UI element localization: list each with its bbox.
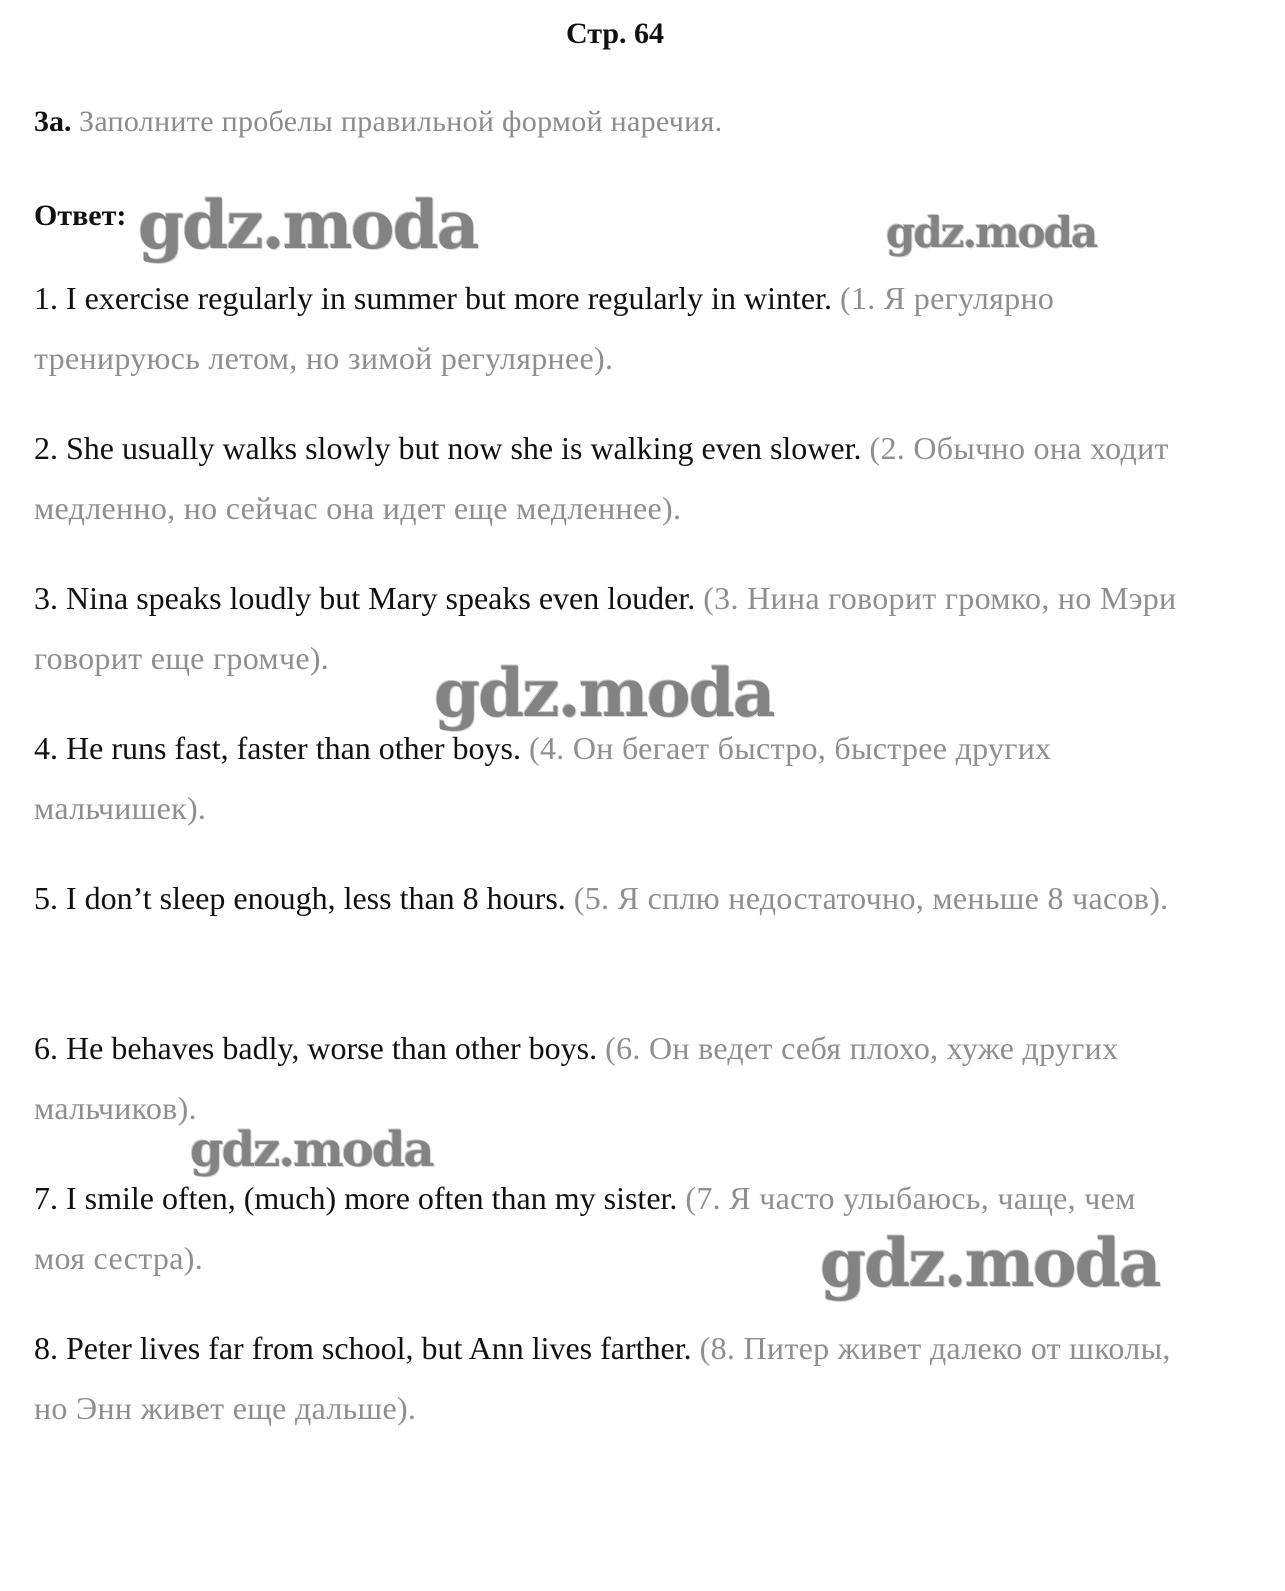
answer-english: 8. Peter lives far from school, but Ann lives farther. [34,1330,692,1366]
answer-english: 5. I don’t sleep enough, less than 8 hours. [34,880,566,916]
answer-english: 7. I smile often, (much) more often than my sister. [34,1180,678,1216]
answer-translation: (5. Я сплю недостаточно, меньше 8 часов). [573,880,1169,916]
answer-translation: (1. Я регулярно тренируюсь летом, но зимой регулярнее). [34,280,1055,376]
watermark: gdz.moda [886,208,1097,257]
answer-item [34,268,1194,418]
watermark: gdz.moda [434,654,774,732]
answer-translation: (4. Он бегает быстро, быстрее других мальчишек). [34,730,1052,826]
watermark: gdz.moda [820,1224,1160,1302]
answer-item [34,418,1194,568]
answer-item [34,718,1194,868]
answer-item [34,1318,1194,1468]
task-instruction: Заполните пробелы правильной формой наречия. [79,105,723,138]
answer-translation: (3. Нина говорит громко, но Мэри говорит еще громче). [34,580,1177,676]
answer-english: 4. He runs fast, faster than other boys. [34,730,521,766]
answer-translation: (6. Он ведет себя плохо, хуже других мальчиков). [34,1030,1119,1126]
answer-translation: (7. Я часто улыбаюсь, чаще, чем моя сестра). [34,1180,1136,1276]
answer-english: 1. I exercise regularly in summer but more regularly in winter. [34,280,832,316]
answer-item [34,868,1194,1018]
answer-label: Ответ: [34,199,127,232]
answer-translation: (8. Питер живет далеко от школы, но Энн живет еще дальше). [34,1330,1171,1426]
answer-english: 2. She usually walks slowly but now she is walking even slower. [34,430,862,466]
answer-translation: (2. Обычно она ходит медленно, но сейчас она идет еще медленнее). [34,430,1169,526]
task-heading [34,100,722,144]
answer-english: 6. He behaves badly, worse than other boys. [34,1030,598,1066]
page-title: Стр. 64 [565,17,665,50]
watermark: gdz.moda [190,1122,433,1178]
watermark: gdz.moda [138,186,478,264]
answer-english: 3. Nina speaks loudly but Mary speaks even louder. [34,580,696,616]
task-number: 3a. [34,105,72,138]
